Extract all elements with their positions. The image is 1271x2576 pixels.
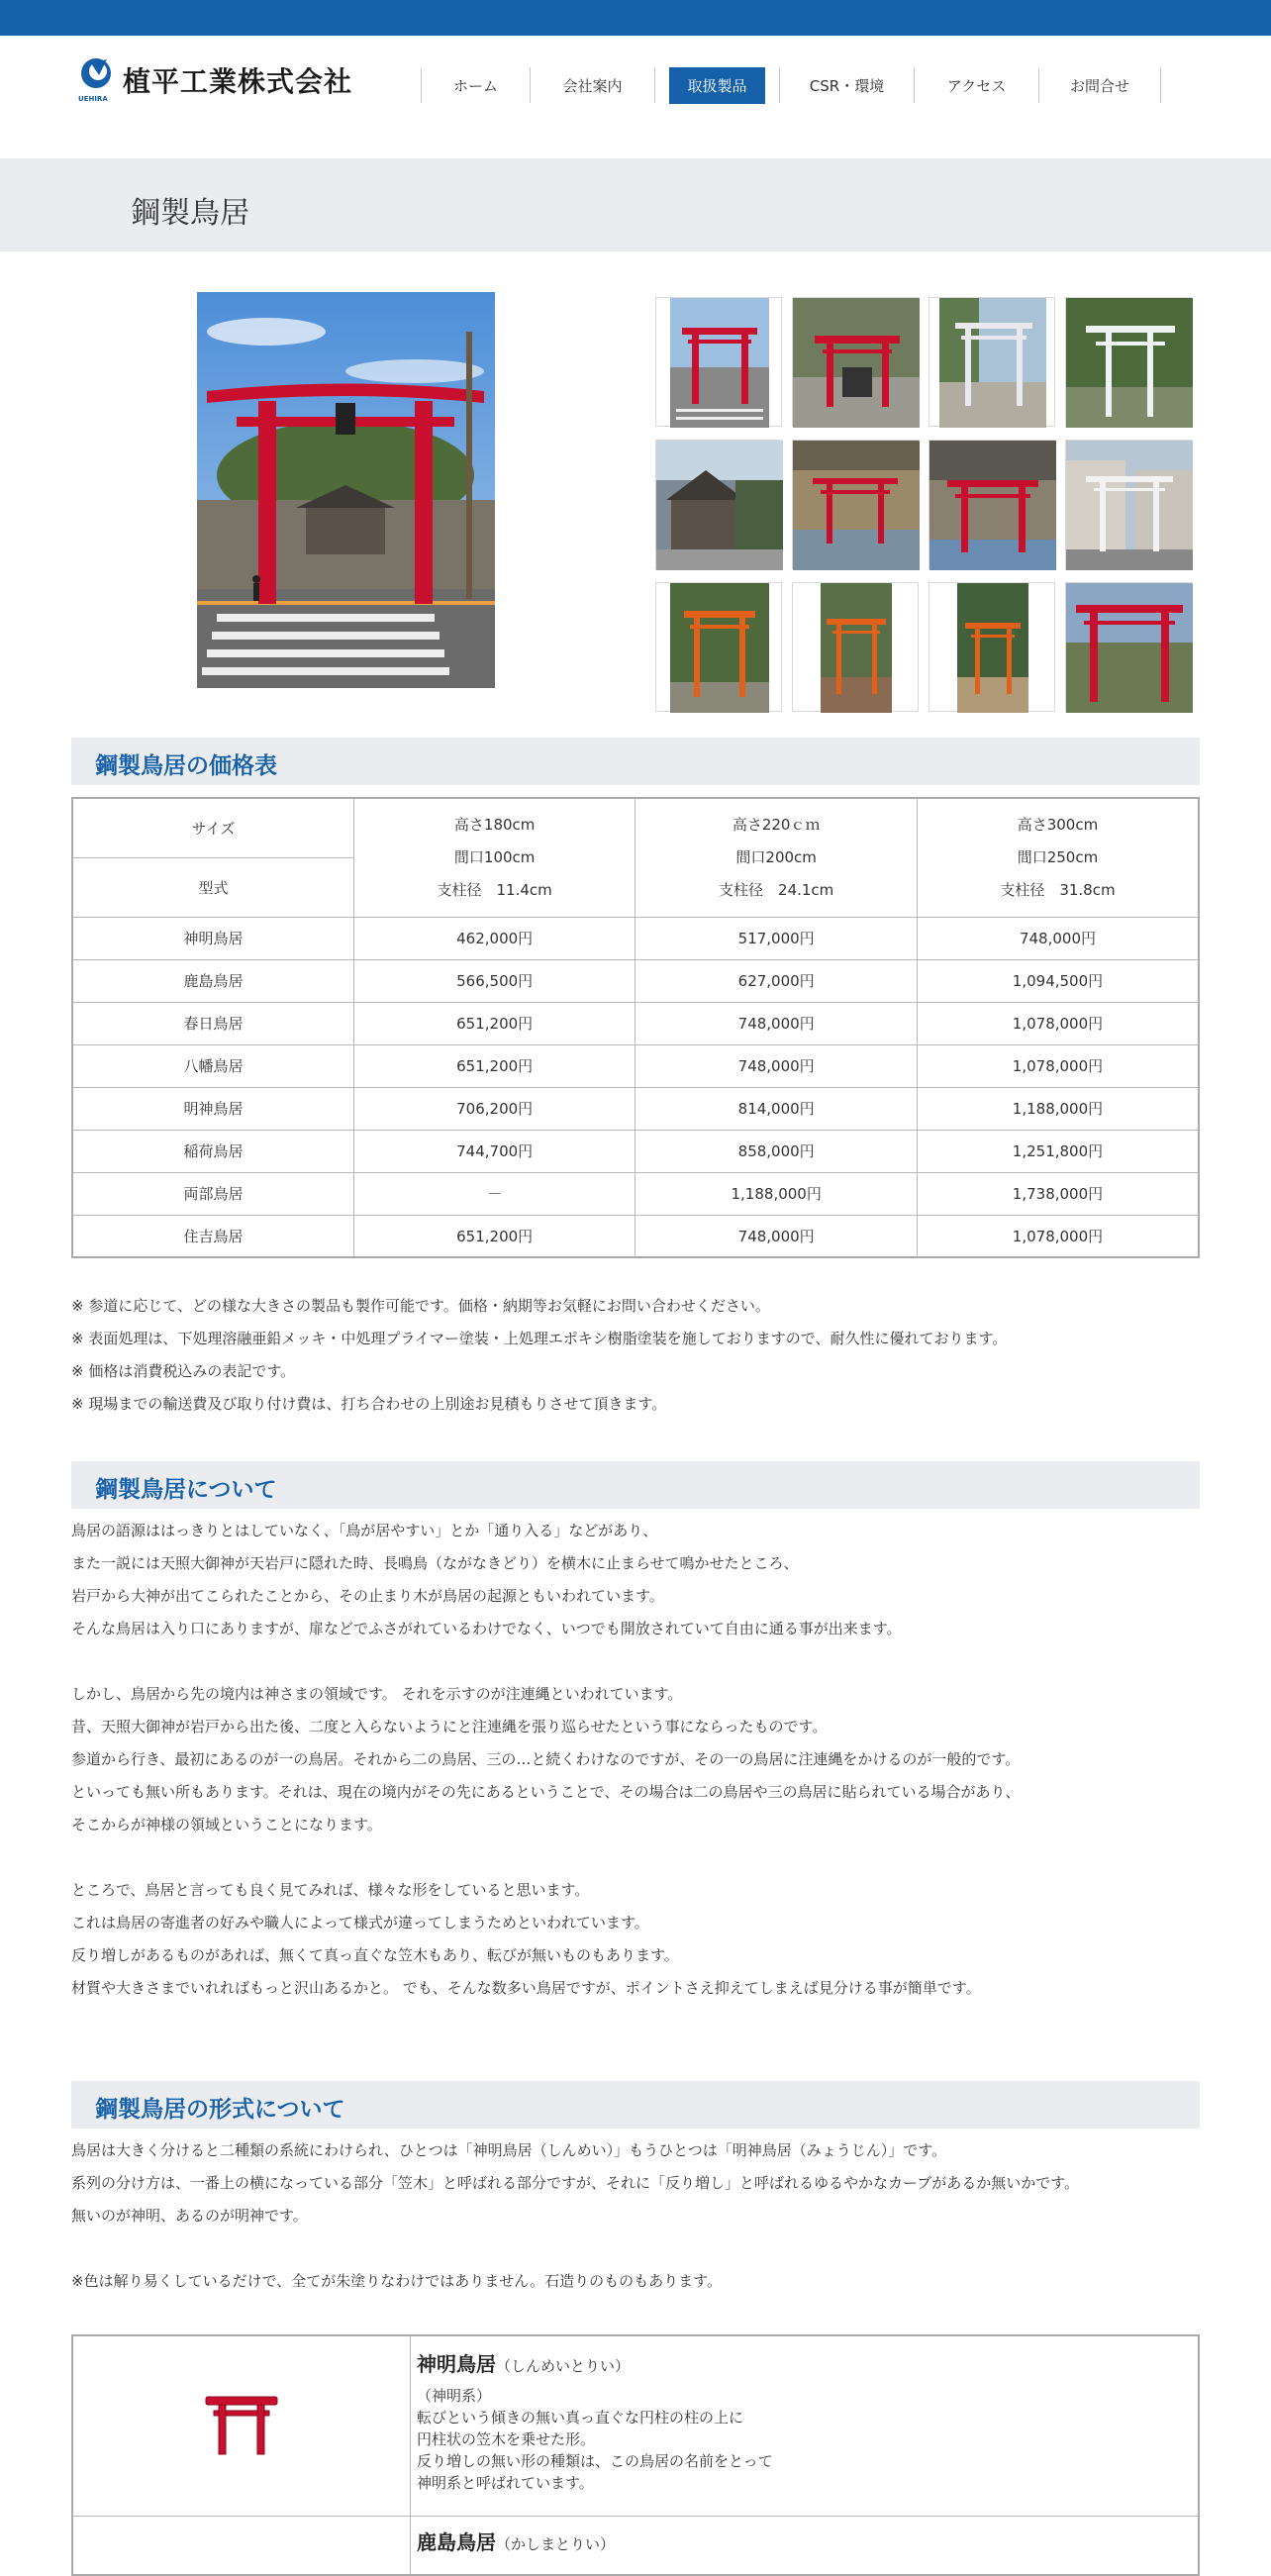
shinmei-torii-icon xyxy=(202,2391,281,2456)
torii-desc-cell xyxy=(410,2335,1199,2516)
price-cell: 858,000円 xyxy=(636,1130,918,1172)
forms-note: ※色は解り易くしているだけで、全てが朱塗りなわけではありません。石造りのものもあります。 xyxy=(71,2272,722,2290)
nav-item-label: アクセス xyxy=(946,76,1007,95)
thumbnail-photo[interactable] xyxy=(929,582,1055,712)
thumbnail-photo[interactable] xyxy=(655,440,782,569)
torii-type-cell: 両部鳥居 xyxy=(72,1172,353,1215)
size-pillar: 支柱径 24.1cm xyxy=(719,880,834,899)
nav-item[interactable] xyxy=(914,67,1038,103)
table-row xyxy=(72,1130,1199,1172)
size-spec-cell xyxy=(636,798,918,917)
forms-section-heading: 鋼製鳥居の形式について xyxy=(95,2097,345,2123)
torii-illustration-cell xyxy=(72,2516,410,2575)
price-cell: 1,078,000円 xyxy=(917,1215,1199,1257)
uehira-logo-icon xyxy=(77,55,117,105)
size-width: 間口100cm xyxy=(453,847,536,866)
nav-item-label: CSR・環境 xyxy=(809,76,885,95)
torii-type-reading: （かしまとりい） xyxy=(495,2534,615,2553)
thumbnail-photo[interactable] xyxy=(1065,440,1192,569)
price-cell: 1,738,000円 xyxy=(917,1172,1199,1215)
nav-item[interactable] xyxy=(1038,67,1161,103)
size-pillar: 支柱径 11.4cm xyxy=(437,880,552,899)
torii-type-cell: 稲荷鳥居 xyxy=(72,1130,353,1172)
nav-item-label: 取扱製品 xyxy=(669,67,764,104)
page-title: 鋼製鳥居 xyxy=(131,196,249,231)
nav-item[interactable] xyxy=(654,67,779,103)
torii-type-cell: 春日鳥居 xyxy=(72,1002,353,1044)
price-table xyxy=(71,797,1200,1258)
type-header-cell xyxy=(72,857,353,917)
nav-item[interactable] xyxy=(421,67,530,103)
price-cell: 814,000円 xyxy=(636,1087,918,1130)
forms-section-header xyxy=(71,2081,1200,2129)
price-cell: 1,188,000円 xyxy=(917,1087,1199,1130)
size-spec-cell xyxy=(353,798,636,917)
price-cell: 748,000円 xyxy=(917,917,1199,959)
thumbnail-photo[interactable] xyxy=(1065,582,1192,712)
size-pillar: 支柱径 31.8cm xyxy=(1000,880,1116,899)
torii-desc-cell xyxy=(410,2516,1199,2575)
note-line: ※ 表面処理は、下処理溶融亜鉛メッキ・中処理プライマー塗装・上処理エポキシ樹脂塗装を施しておりますので、耐久性に優れております。 xyxy=(71,1330,1008,1347)
torii-type-cell: 明神鳥居 xyxy=(72,1087,353,1130)
price-cell: 517,000円 xyxy=(636,917,918,959)
size-label: サイズ xyxy=(191,819,236,838)
page-title-bar xyxy=(0,158,1271,251)
thumbnail-photo[interactable] xyxy=(792,582,919,712)
about-section-header xyxy=(71,1461,1200,1509)
price-section-heading: 鋼製鳥居の価格表 xyxy=(95,753,277,779)
size-width: 間口250cm xyxy=(1017,847,1099,866)
size-header-cell xyxy=(72,798,353,857)
torii-type-reading: （しんめいとりい） xyxy=(495,2357,630,2375)
torii-forms-table xyxy=(71,2334,1200,2576)
site-header xyxy=(0,36,1271,158)
table-row xyxy=(72,959,1199,1002)
price-cell: 651,200円 xyxy=(353,1044,636,1087)
torii-type-cell: 住吉鳥居 xyxy=(72,1215,353,1257)
table-row xyxy=(72,917,1199,959)
price-cell: － xyxy=(353,1172,636,1215)
note-line: ※ 参道に応じて、どの様な大きさの製品も製作可能です。価格・納期等お気軽にお問い合わせください。 xyxy=(71,1297,770,1315)
about-paragraph: 鳥居の語源ははっきりとはしていなく、「鳥が居やすい」とか「通り入る」などがあり、 また一説には天照大御神が天岩戸に隠れた時、長鳴鳥（ながなきどり）を横木に止まらせて鳴かせたところ、 岩戸から大神が出てこられたことから、その止まり木が鳥居の起源ともいわれています。 そんな鳥居は入り口にありますが、扉などでふさがれているわけでなく、いつでも開放されていて自由に通る事が出来ます。 xyxy=(71,1522,902,1637)
size-spec-cell xyxy=(917,798,1199,917)
size-height: 高さ300cm xyxy=(1017,815,1099,834)
thumbnail-photo[interactable] xyxy=(792,440,919,569)
torii-type-cell: 神明鳥居 xyxy=(72,917,353,959)
size-height: 高さ180cm xyxy=(453,815,536,834)
nav-item-label: お問合せ xyxy=(1069,76,1129,95)
torii-type-cell: 鹿島鳥居 xyxy=(72,959,353,1002)
price-cell: 651,200円 xyxy=(353,1215,636,1257)
price-cell: 706,200円 xyxy=(353,1087,636,1130)
global-nav xyxy=(421,67,1161,103)
thumbnail-photo[interactable] xyxy=(792,297,919,427)
site-logo[interactable] xyxy=(77,55,352,105)
price-cell: 1,188,000円 xyxy=(636,1172,918,1215)
price-cell: 1,078,000円 xyxy=(917,1044,1199,1087)
nav-item[interactable] xyxy=(779,67,914,103)
logo-small-text: UEHIRA xyxy=(78,95,108,103)
nav-item[interactable] xyxy=(530,67,654,103)
about-paragraph: しかし、鳥居から先の境内は神さまの領域です。 それを示すのが注連縄といわれています。 昔、天照大御神が岩戸から出た後、二度と入らないようにと注連縄を張り巡らせたという事にならったものです。 参道から行き、最初にあるのが一の鳥居。それから二の鳥居、三の…と続くわけなのですが、その一の鳥居に注連縄をかけるのが一般的です。 といっても無い所もあります。それは、現在の境内がその先にあるということで、その場合は二の鳥居や三の鳥居に貼られている場合があり、 そこからが神様の領域ということになります。 xyxy=(71,1685,1021,1833)
about-paragraph: ところで、鳥居と言っても良く見てみれば、様々な形をしていると思います。 これは鳥居の寄進者の好みや職人によって様式が違ってしまうためといわれています。 反り増しがあるものがあれば、無くて真っ直ぐな笠木もあり、転びが無いものもあります。 材質や大きさまでいれればもっと沢山あるかと。 でも、そんな数多い鳥居ですが、ポイントさえ抑えてしまえば見分ける事が簡単です。 xyxy=(71,1881,981,1997)
price-section-header xyxy=(71,738,1200,785)
price-cell: 748,000円 xyxy=(636,1044,918,1087)
thumbnail-photo[interactable] xyxy=(655,582,782,712)
torii-type-cell: 八幡鳥居 xyxy=(72,1044,353,1087)
company-name: 植平工業株式会社 xyxy=(123,65,353,98)
note-line: ※ 現場までの輸送費及び取り付け費は、打ち合わせの上別途お見積もりさせて頂きます。 xyxy=(71,1395,667,1413)
thumbnail-photo[interactable] xyxy=(929,440,1055,569)
type-label: 型式 xyxy=(198,878,229,897)
price-cell: 744,700円 xyxy=(353,1130,636,1172)
price-notes xyxy=(71,1290,1007,1421)
table-row xyxy=(72,1044,1199,1087)
table-row xyxy=(72,1215,1199,1257)
size-height: 高さ220ｃｍ xyxy=(732,815,821,834)
price-cell: 566,500円 xyxy=(353,959,636,1002)
nav-item-label: 会社案内 xyxy=(562,76,623,95)
about-section-heading: 鋼製鳥居について xyxy=(95,1477,277,1503)
torii-illustration-cell xyxy=(72,2335,410,2516)
torii-type-name: 神明鳥居 xyxy=(416,2352,496,2376)
price-cell: 1,078,000円 xyxy=(917,1002,1199,1044)
price-cell: 627,000円 xyxy=(636,959,918,1002)
thumbnail-photo[interactable] xyxy=(655,297,782,427)
price-cell: 462,000円 xyxy=(353,917,636,959)
price-cell: 748,000円 xyxy=(636,1215,918,1257)
table-row xyxy=(72,1172,1199,1215)
torii-type-desc: （神明系） 転びという傾きの無い真っ直ぐな円柱の柱の上に 円柱状の笠木を乗せた形。 反り増しの無い形の種類は、この鳥居の名前をとって 神明系と呼ばれています。 xyxy=(416,2387,773,2492)
torii-type-name: 鹿島鳥居 xyxy=(416,2529,496,2554)
thumbnail-photo[interactable] xyxy=(929,297,1055,427)
nav-item-label: ホーム xyxy=(452,76,498,95)
thumbnail-photo[interactable] xyxy=(1065,297,1192,427)
price-cell: 1,251,800円 xyxy=(917,1130,1199,1172)
price-cell: 651,200円 xyxy=(353,1002,636,1044)
table-row xyxy=(72,1087,1199,1130)
forms-intro: 鳥居は大きく分けると二種類の系統にわけられ、ひとつは「神明鳥居（しんめい）」もうひとつは「明神鳥居（みょうじん）」です。 系列の分け方は、一番上の横になっている部分「笠木」と呼ばれる部分ですが、それに「反り増し」と呼ばれるゆるやかなカーブがあるか無いかです。 無いのが神明、あるのが明神です。 xyxy=(71,2141,1080,2225)
top-accent-bar xyxy=(0,0,1271,36)
note-line: ※ 価格は消費税込みの表記です。 xyxy=(71,1362,296,1380)
size-width: 間口200cm xyxy=(735,847,817,866)
table-row xyxy=(72,1002,1199,1044)
price-cell: 748,000円 xyxy=(636,1002,918,1044)
price-cell: 1,094,500円 xyxy=(917,959,1199,1002)
hero-torii-photo xyxy=(197,292,495,688)
